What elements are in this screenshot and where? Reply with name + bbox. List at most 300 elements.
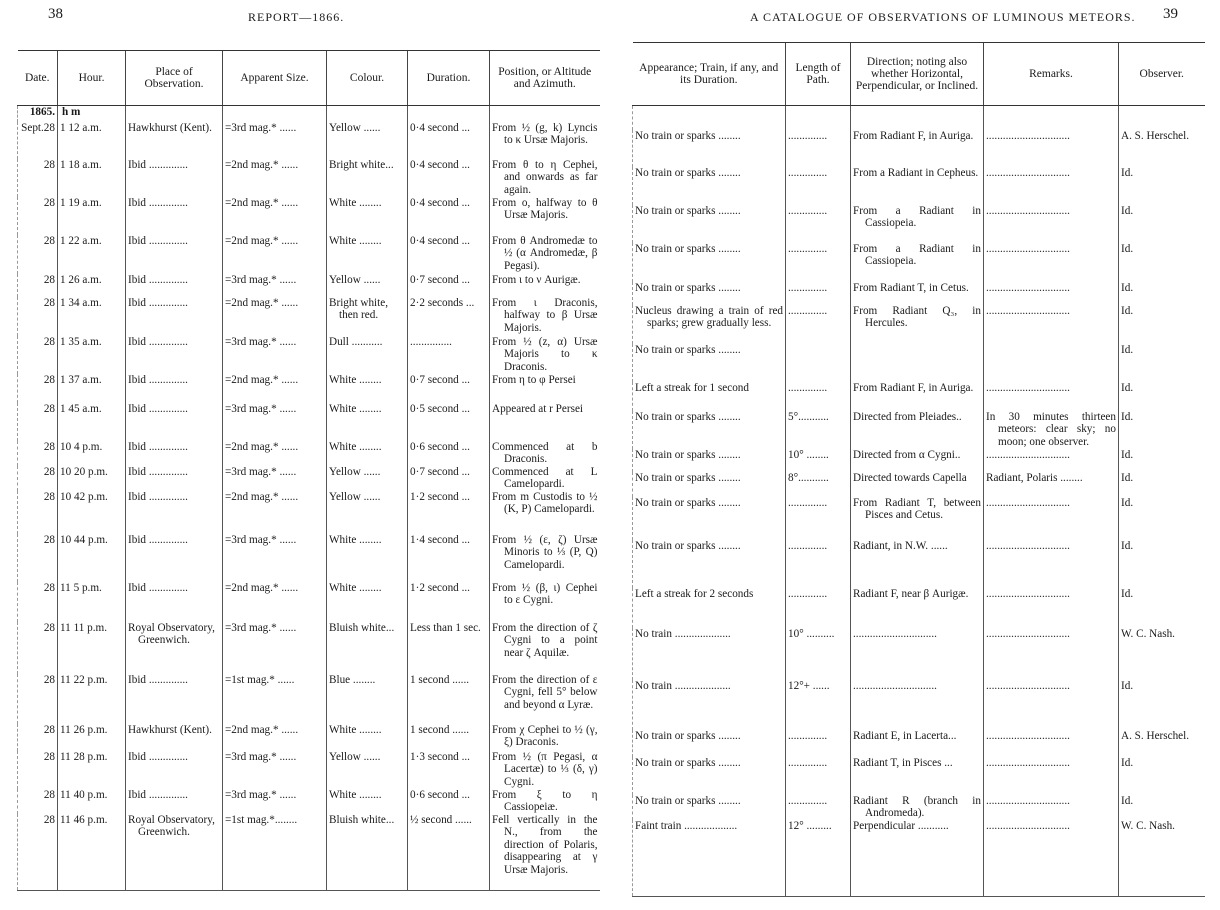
observer-cell: Id. [1119, 243, 1205, 282]
table-row [633, 680, 1205, 730]
remarks-cell: .............................. [984, 205, 1119, 243]
observer-cell: Id. [1119, 449, 1205, 472]
duration-cell: 0·4 second ... [408, 159, 490, 197]
remarks-cell: .............................. [984, 282, 1119, 305]
appearance-cell: No train .................... [633, 680, 786, 730]
length-cell: .............. [786, 167, 851, 205]
place-cell: Hawkhurst (Kent). [126, 122, 223, 159]
remarks-cell: .............................. [984, 449, 1119, 472]
colour-cell: Yellow ...... [327, 751, 408, 789]
duration-cell: ½ second ...... [408, 814, 490, 891]
table-row [18, 789, 600, 814]
duration-cell: 0·6 second ... [408, 441, 490, 466]
length-cell: 10° ........ [786, 449, 851, 472]
position-cell: From m Custodis to ½ (K, P) Camelopardi. [490, 491, 600, 534]
length-cell: .............. [786, 382, 851, 411]
observer-cell: W. C. Nash. [1119, 628, 1205, 680]
empty-cell [851, 106, 984, 130]
duration-cell: 1 second ...... [408, 674, 490, 724]
header-length: Length of Path. [786, 43, 851, 106]
direction-cell: Directed towards Capella [851, 472, 984, 497]
duration-cell: 0·7 second ... [408, 374, 490, 403]
table-row [18, 336, 600, 374]
hour-cell: 10 4 p.m. [58, 441, 126, 466]
table-row [633, 588, 1205, 628]
apparent-size-cell: =3rd mag.* ...... [223, 789, 327, 814]
running-head: REPORT—1866. [248, 10, 345, 24]
duration-cell: 0·7 second ... [408, 274, 490, 297]
table-row [18, 724, 600, 751]
remarks-cell: .............................. [984, 243, 1119, 282]
appearance-cell: No train or sparks ........ [633, 167, 786, 205]
direction-cell: From Radiant T, between Pisces and Cetus. [851, 497, 984, 540]
hour-cell: 1 26 a.m. [58, 274, 126, 297]
position-cell: From the direction of ε Cygni, fell 5° below and beyond α Lyræ. [490, 674, 600, 724]
colour-cell: White ........ [327, 789, 408, 814]
observer-cell: Id. [1119, 472, 1205, 497]
direction-cell: Radiant E, in Lacerta... [851, 730, 984, 757]
header-place: Place of Observation. [126, 51, 223, 106]
hour-cell: 1 37 a.m. [58, 374, 126, 403]
empty-cell [126, 106, 223, 122]
observer-cell: Id. [1119, 680, 1205, 730]
position-cell: From ½ (ε, ζ) Ursæ Minoris to ⅓ (P, Q) Camelopardi. [490, 534, 600, 582]
date-cell: 28 [18, 336, 58, 374]
date-cell: 28 [18, 751, 58, 789]
colour-cell: Yellow ...... [327, 274, 408, 297]
empty-cell [223, 106, 327, 122]
length-cell: 12° ......... [786, 820, 851, 897]
place-cell: Royal Observatory, Greenwich. [126, 622, 223, 674]
apparent-size-cell: =3rd mag.* ...... [223, 534, 327, 582]
table-row [18, 814, 600, 891]
duration-cell: 0·4 second ... [408, 122, 490, 159]
remarks-cell: .............................. [984, 680, 1119, 730]
empty-cell [327, 106, 408, 122]
table-row [18, 274, 600, 297]
table-row [633, 305, 1205, 344]
observer-cell: Id. [1119, 167, 1205, 205]
length-cell [786, 344, 851, 382]
table-row [633, 205, 1205, 243]
table-row [633, 757, 1205, 795]
place-cell: Ibid .............. [126, 789, 223, 814]
year-row [18, 106, 600, 122]
place-cell: Ibid .............. [126, 374, 223, 403]
colour-cell: White ........ [327, 374, 408, 403]
direction-cell: Radiant F, near β Aurigæ. [851, 588, 984, 628]
date-cell: 28 [18, 403, 58, 441]
table-row [18, 582, 600, 622]
apparent-size-cell: =2nd mag.* ...... [223, 441, 327, 466]
place-cell: Ibid .............. [126, 297, 223, 336]
duration-cell: 0·7 second ... [408, 466, 490, 491]
position-cell: From ξ to η Cassiopeiæ. [490, 789, 600, 814]
length-cell: .............. [786, 282, 851, 305]
direction-cell: Radiant R (branch in Andromeda). [851, 795, 984, 820]
apparent-size-cell: =1st mag.*........ [223, 814, 327, 891]
header-apparent-size: Apparent Size. [223, 51, 327, 106]
duration-cell: 2·2 seconds ... [408, 297, 490, 336]
length-cell: .............. [786, 243, 851, 282]
length-cell: .............. [786, 540, 851, 588]
observer-cell: Id. [1119, 282, 1205, 305]
hour-cell: 1 18 a.m. [58, 159, 126, 197]
length-cell: .............. [786, 305, 851, 344]
place-cell: Ibid .............. [126, 336, 223, 374]
table-row [18, 159, 600, 197]
position-cell: From ½ (g, k) Lyncis to κ Ursæ Majoris. [490, 122, 600, 159]
place-cell: Ibid .............. [126, 674, 223, 724]
date-cell: 28 [18, 374, 58, 403]
appearance-cell: No train or sparks ........ [633, 344, 786, 382]
date-cell: 28 [18, 534, 58, 582]
date-cell: 28 [18, 814, 58, 891]
table-row [18, 122, 600, 159]
position-cell: From ½ (z, α) Ursæ Majoris to κ Draconis. [490, 336, 600, 374]
hour-cell: 1 35 a.m. [58, 336, 126, 374]
remarks-cell: .............................. [984, 540, 1119, 588]
length-cell: .............. [786, 730, 851, 757]
header-hour: Hour. [58, 51, 126, 106]
direction-cell: From Radiant T, in Cetus. [851, 282, 984, 305]
apparent-size-cell: =2nd mag.* ...... [223, 374, 327, 403]
appearance-cell: No train .................... [633, 628, 786, 680]
header-direction: Direction; noting also whether Horizontal, Perpendicular, or Inclined. [851, 43, 984, 106]
duration-cell: Less than 1 sec. [408, 622, 490, 674]
table-row [633, 795, 1205, 820]
position-cell: From ι Draconis, halfway to β Ursæ Majoris. [490, 297, 600, 336]
position-cell: From ο, halfway to θ Ursæ Majoris. [490, 197, 600, 235]
date-cell: 28 [18, 724, 58, 751]
remarks-cell: .............................. [984, 820, 1119, 897]
date-cell: 28 [18, 466, 58, 491]
table-row [633, 167, 1205, 205]
apparent-size-cell: =3rd mag.* ...... [223, 466, 327, 491]
observer-cell: A. S. Herschel. [1119, 730, 1205, 757]
length-cell: 8°........... [786, 472, 851, 497]
remarks-cell: .............................. [984, 167, 1119, 205]
header-appearance: Appearance; Train, if any, and its Duration. [633, 43, 786, 106]
colour-cell: Dull ........... [327, 336, 408, 374]
date-cell: 28 [18, 491, 58, 534]
table-row [18, 374, 600, 403]
duration-cell: 1·3 second ... [408, 751, 490, 789]
appearance-cell: No train or sparks ........ [633, 795, 786, 820]
colour-cell: White ........ [327, 441, 408, 466]
duration-cell: 1·2 second ... [408, 582, 490, 622]
place-cell: Hawkhurst (Kent). [126, 724, 223, 751]
table-row [18, 466, 600, 491]
table-row [633, 820, 1205, 897]
apparent-size-cell: =3rd mag.* ...... [223, 122, 327, 159]
appearance-cell: Left a streak for 2 seconds [633, 588, 786, 628]
appearance-cell: No train or sparks ........ [633, 757, 786, 795]
direction-cell: .............................. [851, 628, 984, 680]
duration-cell: 1·4 second ... [408, 534, 490, 582]
place-cell: Ibid .............. [126, 751, 223, 789]
duration-cell: 1·2 second ... [408, 491, 490, 534]
appearance-cell: No train or sparks ........ [633, 411, 786, 449]
table-row [18, 674, 600, 724]
remarks-cell: .............................. [984, 497, 1119, 540]
appearance-cell: No train or sparks ........ [633, 243, 786, 282]
direction-cell: From Radiant F, in Auriga. [851, 130, 984, 167]
hour-cell: 11 26 p.m. [58, 724, 126, 751]
position-cell: From χ Cephei to ½ (γ, ξ) Draconis. [490, 724, 600, 751]
hour-cell: 11 46 p.m. [58, 814, 126, 891]
appearance-cell: No train or sparks ........ [633, 497, 786, 540]
position-cell: From θ to η Cephei, and onwards as far again. [490, 159, 600, 197]
remarks-cell: .............................. [984, 588, 1119, 628]
observer-cell: Id. [1119, 588, 1205, 628]
remarks-cell [984, 344, 1119, 382]
table-row [633, 730, 1205, 757]
observer-cell: Id. [1119, 497, 1205, 540]
date-cell: 28 [18, 235, 58, 274]
appearance-cell: Left a streak for 1 second [633, 382, 786, 411]
direction-cell: Radiant T, in Pisces ... [851, 757, 984, 795]
place-cell: Ibid .............. [126, 197, 223, 235]
table-row [633, 540, 1205, 588]
apparent-size-cell: =3rd mag.* ...... [223, 274, 327, 297]
table-row [633, 382, 1205, 411]
position-cell: From θ Andromedæ to ½ (α Andromedæ, β Pegasi). [490, 235, 600, 274]
date-cell: 28 [18, 441, 58, 466]
place-cell: Ibid .............. [126, 235, 223, 274]
remarks-cell: Radiant, Polaris ........ [984, 472, 1119, 497]
date-cell: 28 [18, 297, 58, 336]
observer-cell: W. C. Nash. [1119, 820, 1205, 897]
direction-cell: From Radiant Q₃, in Hercules. [851, 305, 984, 344]
length-cell: 10° .......... [786, 628, 851, 680]
hour-cell: 10 20 p.m. [58, 466, 126, 491]
meteor-observations-table [17, 50, 600, 891]
hour-cell: 1 22 a.m. [58, 235, 126, 274]
table-row [18, 491, 600, 534]
length-cell: .............. [786, 130, 851, 167]
place-cell: Royal Observatory, Greenwich. [126, 814, 223, 891]
colour-cell: White ........ [327, 235, 408, 274]
date-cell: 28 [18, 674, 58, 724]
hour-cell: 10 42 p.m. [58, 491, 126, 534]
year: 1865. [18, 106, 58, 122]
spacer-row [633, 106, 1205, 130]
duration-cell: 0·6 second ... [408, 789, 490, 814]
position-cell: From ½ (π Pegasi, α Lacertæ) to ⅓ (δ, γ) Cygni. [490, 751, 600, 789]
remarks-cell: In 30 minutes thirteen meteors: clear sky; no moon; one observer. [984, 411, 1119, 449]
colour-cell: Yellow ...... [327, 466, 408, 491]
observer-cell: Id. [1119, 540, 1205, 588]
direction-cell: Directed from Pleiades.. [851, 411, 984, 449]
hour-cell: 11 11 p.m. [58, 622, 126, 674]
position-cell: From ½ (β, ι) Cephei to ε Cygni. [490, 582, 600, 622]
header-duration: Duration. [408, 51, 490, 106]
direction-cell: .............................. [851, 680, 984, 730]
colour-cell: Bluish white... [327, 622, 408, 674]
empty-cell [633, 106, 786, 130]
colour-cell: White ........ [327, 534, 408, 582]
apparent-size-cell: =3rd mag.* ...... [223, 336, 327, 374]
colour-cell: Bluish white... [327, 814, 408, 891]
table-row [18, 751, 600, 789]
position-cell: Fell vertically in the N., from the direction of Polaris, disappearing at γ Ursæ Majoris. [490, 814, 600, 891]
duration-cell: 0·4 second ... [408, 235, 490, 274]
appearance-cell: No train or sparks ........ [633, 205, 786, 243]
table-row [18, 441, 600, 466]
header-colour: Colour. [327, 51, 408, 106]
date-cell: 28 [18, 789, 58, 814]
table-row [633, 497, 1205, 540]
apparent-size-cell: =2nd mag.* ...... [223, 297, 327, 336]
colour-cell: Yellow ...... [327, 491, 408, 534]
apparent-size-cell: =3rd mag.* ...... [223, 622, 327, 674]
observer-cell: A. S. Herschel. [1119, 130, 1205, 167]
direction-cell: From a Radiant in Cassiopeia. [851, 243, 984, 282]
length-cell: 5°........... [786, 411, 851, 449]
apparent-size-cell: =3rd mag.* ...... [223, 751, 327, 789]
colour-cell: White ........ [327, 582, 408, 622]
appearance-cell: No train or sparks ........ [633, 130, 786, 167]
table-row [18, 297, 600, 336]
apparent-size-cell: =2nd mag.* ...... [223, 491, 327, 534]
position-cell: Commenced at b Draconis. [490, 441, 600, 466]
duration-cell: 0·4 second ... [408, 197, 490, 235]
table-row [633, 449, 1205, 472]
date-cell: Sept.28 [18, 122, 58, 159]
direction-cell: From a Radiant in Cassiopeia. [851, 205, 984, 243]
observer-cell: Id. [1119, 205, 1205, 243]
apparent-size-cell: =2nd mag.* ...... [223, 582, 327, 622]
appearance-cell: No train or sparks ........ [633, 449, 786, 472]
position-cell: Commenced at L Camelopardi. [490, 466, 600, 491]
apparent-size-cell: =3rd mag.* ...... [223, 403, 327, 441]
page-number: 38 [48, 6, 63, 22]
hour-cell: 1 12 a.m. [58, 122, 126, 159]
duration-cell: 1 second ...... [408, 724, 490, 751]
table-row [633, 130, 1205, 167]
table-row [18, 622, 600, 674]
place-cell: Ibid .............. [126, 534, 223, 582]
length-cell: 12°+ ...... [786, 680, 851, 730]
date-cell: 28 [18, 159, 58, 197]
remarks-cell: .............................. [984, 730, 1119, 757]
empty-cell [490, 106, 600, 122]
place-cell: Ibid .............. [126, 441, 223, 466]
table-row [633, 411, 1205, 449]
length-cell: .............. [786, 795, 851, 820]
position-cell: From ι to ν Aurigæ. [490, 274, 600, 297]
colour-cell: Bright white... [327, 159, 408, 197]
appearance-cell: No train or sparks ........ [633, 730, 786, 757]
place-cell: Ibid .............. [126, 403, 223, 441]
table-row [18, 235, 600, 274]
date-cell: 28 [18, 582, 58, 622]
place-cell: Ibid .............. [126, 466, 223, 491]
date-cell: 28 [18, 197, 58, 235]
right-page [610, 0, 1220, 910]
place-cell: Ibid .............. [126, 491, 223, 534]
observer-cell: Id. [1119, 305, 1205, 344]
hour-cell: 10 44 p.m. [58, 534, 126, 582]
colour-cell: Bright white, then red. [327, 297, 408, 336]
colour-cell: Blue ........ [327, 674, 408, 724]
direction-cell: Perpendicular ........... [851, 820, 984, 897]
colour-cell: White ........ [327, 403, 408, 441]
hour-cell: 1 34 a.m. [58, 297, 126, 336]
place-cell: Ibid .............. [126, 582, 223, 622]
appearance-cell: No train or sparks ........ [633, 282, 786, 305]
direction-cell: From Radiant F, in Auriga. [851, 382, 984, 411]
appearance-cell: No train or sparks ........ [633, 540, 786, 588]
remarks-cell: .............................. [984, 757, 1119, 795]
apparent-size-cell: =2nd mag.* ...... [223, 724, 327, 751]
observer-cell: Id. [1119, 382, 1205, 411]
empty-cell [1119, 106, 1205, 130]
appearance-cell: No train or sparks ........ [633, 472, 786, 497]
table-row [633, 472, 1205, 497]
hour-cell: 1 19 a.m. [58, 197, 126, 235]
hour-cell: 11 22 p.m. [58, 674, 126, 724]
appearance-cell: Nucleus drawing a train of red sparks; grew gradually less. [633, 305, 786, 344]
appearance-cell: Faint train ................... [633, 820, 786, 897]
position-cell: From η to φ Persei [490, 374, 600, 403]
running-head: A CATALOGUE OF OBSERVATIONS OF LUMINOUS METEORS. [750, 10, 1136, 24]
table-row [18, 403, 600, 441]
length-cell: .............. [786, 497, 851, 540]
table-row [18, 534, 600, 582]
place-cell: Ibid .............. [126, 159, 223, 197]
hour-cell: 1 45 a.m. [58, 403, 126, 441]
direction-cell: From a Radiant in Cepheus. [851, 167, 984, 205]
empty-cell [786, 106, 851, 130]
remarks-cell: .............................. [984, 382, 1119, 411]
hour-cell: 11 28 p.m. [58, 751, 126, 789]
header-observer: Observer. [1119, 43, 1205, 106]
header-remarks: Remarks. [984, 43, 1119, 106]
table-row [633, 628, 1205, 680]
length-cell: .............. [786, 757, 851, 795]
duration-cell: ............... [408, 336, 490, 374]
remarks-cell: .............................. [984, 628, 1119, 680]
apparent-size-cell: =2nd mag.* ...... [223, 159, 327, 197]
header-date: Date. [18, 51, 58, 106]
hour-cell: 11 40 p.m. [58, 789, 126, 814]
remarks-cell: .............................. [984, 305, 1119, 344]
colour-cell: White ........ [327, 724, 408, 751]
apparent-size-cell: =2nd mag.* ...... [223, 235, 327, 274]
colour-cell: Yellow ...... [327, 122, 408, 159]
direction-cell [851, 344, 984, 382]
hour-cell: 11 5 p.m. [58, 582, 126, 622]
duration-cell: 0·5 second ... [408, 403, 490, 441]
length-cell: .............. [786, 588, 851, 628]
observer-cell: Id. [1119, 344, 1205, 382]
header-position: Position, or Altitude and Azimuth. [490, 51, 600, 106]
observer-cell: Id. [1119, 411, 1205, 449]
empty-cell [408, 106, 490, 122]
position-cell: Appeared at r Persei [490, 403, 600, 441]
position-cell: From the direction of ζ Cygni to a point near ζ Aquilæ. [490, 622, 600, 674]
colour-cell: White ........ [327, 197, 408, 235]
observer-cell: Id. [1119, 795, 1205, 820]
direction-cell: Directed from α Cygni.. [851, 449, 984, 472]
date-cell: 28 [18, 622, 58, 674]
apparent-size-cell: =2nd mag.* ...... [223, 197, 327, 235]
apparent-size-cell: =1st mag.* ...... [223, 674, 327, 724]
observer-cell: Id. [1119, 757, 1205, 795]
length-cell: .............. [786, 205, 851, 243]
